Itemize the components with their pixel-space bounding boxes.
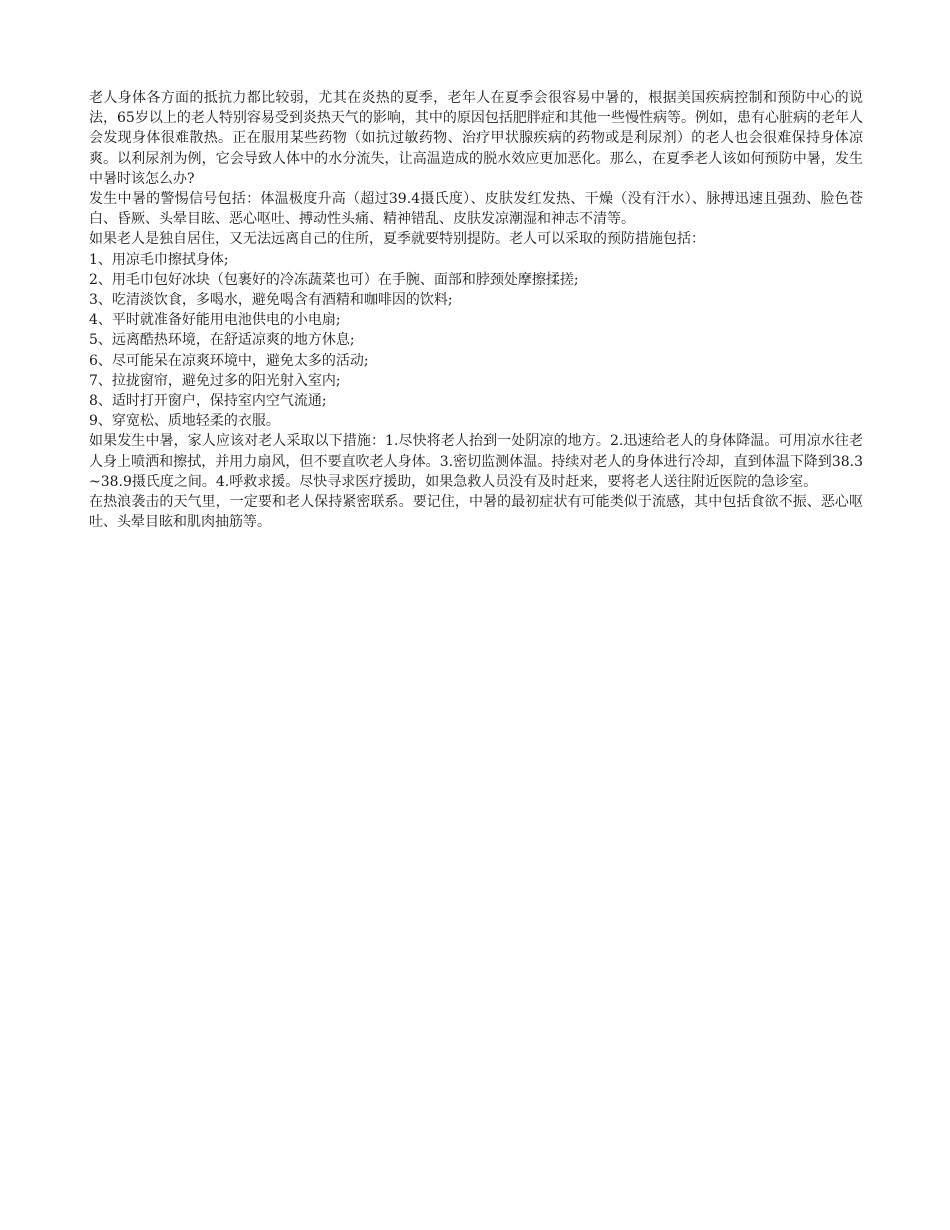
prevention-item-9: 9、穿宽松、质地轻柔的衣服。 <box>89 413 280 430</box>
prevention-item-2: 2、用毛巾包好冰块（包裹好的冷冻蔬菜也可）在手腕、面部和脖颈处摩擦揉搓; <box>89 271 579 288</box>
prevention-item-3: 3、吃清淡饮食，多喝水，避免喝含有酒精和咖啡因的饮料; <box>89 292 453 309</box>
prevention-item-7: 7、拉拢窗帘，避免过多的阳光射入室内; <box>89 372 341 389</box>
prevention-item-4: 4、平时就准备好能用电池供电的小电扇; <box>89 312 341 329</box>
first-aid-paragraph: 如果发生中暑，家人应该对老人采取以下措施：1.尽快将老人抬到一处阴凉的地方。2.迅速给老人的身体降温。可用凉水往老人身上喷洒和擦拭，并用力扇风，但不要直吹老人身体。3.密切监测体温。持续对老人的身体进行冷却，直到体温下降到38.3~38.9摄氏度之间。4.呼救求援。尽快寻求医疗援助，如果急救人员没有及时赶来，要将老人送往附近医院的急诊室。 <box>89 433 863 490</box>
intro-paragraph: 老人身体各方面的抵抗力都比较弱，尤其在炎热的夏季，老年人在夏季会很容易中暑的，根据美国疾病控制和预防中心的说法，65岁以上的老人特别容易受到炎热天气的影响，其中的原因包括肥胖症和其他一些慢性病等。例如，患有心脏病的老年人会发现身体很难散热。正在服用某些药物（如抗过敏药物、治疗甲状腺疾病的药物或是利尿剂）的老人也会很难保持身体凉爽。以利尿剂为例，它会导致人体中的水分流失，让高温造成的脱水效应更加恶化。那么，在夏季老人该如何预防中暑，发生中暑时该怎么办? <box>89 90 863 187</box>
closing-paragraph: 在热浪袭击的天气里，一定要和老人保持紧密联系。要记住，中暑的最初症状有可能类似于流感，其中包括食欲不振、恶心呕吐、头晕目眩和肌肉抽筋等。 <box>89 494 863 531</box>
prevention-intro-paragraph: 如果老人是独自居住，又无法远离自己的住所，夏季就要特别提防。老人可以采取的预防措施包括： <box>89 231 705 248</box>
warning-signs-paragraph: 发生中暑的警惕信号包括：体温极度升高（超过39.4摄氏度）、皮肤发红发热、干燥（没有汗水）、脉搏迅速且强劲、脸色苍白、昏厥、头晕目眩、恶心呕吐、搏动性头痛、精神错乱、皮肤发凉潮湿和神志不清等。 <box>89 191 863 228</box>
prevention-item-6: 6、尽可能呆在凉爽环境中，避免太多的活动; <box>89 352 369 369</box>
prevention-item-8: 8、适时打开窗户，保持室内空气流通; <box>89 393 327 410</box>
document-body <box>89 88 863 532</box>
prevention-item-5: 5、远离酷热环境，在舒适凉爽的地方休息; <box>89 332 355 349</box>
prevention-item-1: 1、用凉毛巾擦拭身体; <box>89 251 229 268</box>
